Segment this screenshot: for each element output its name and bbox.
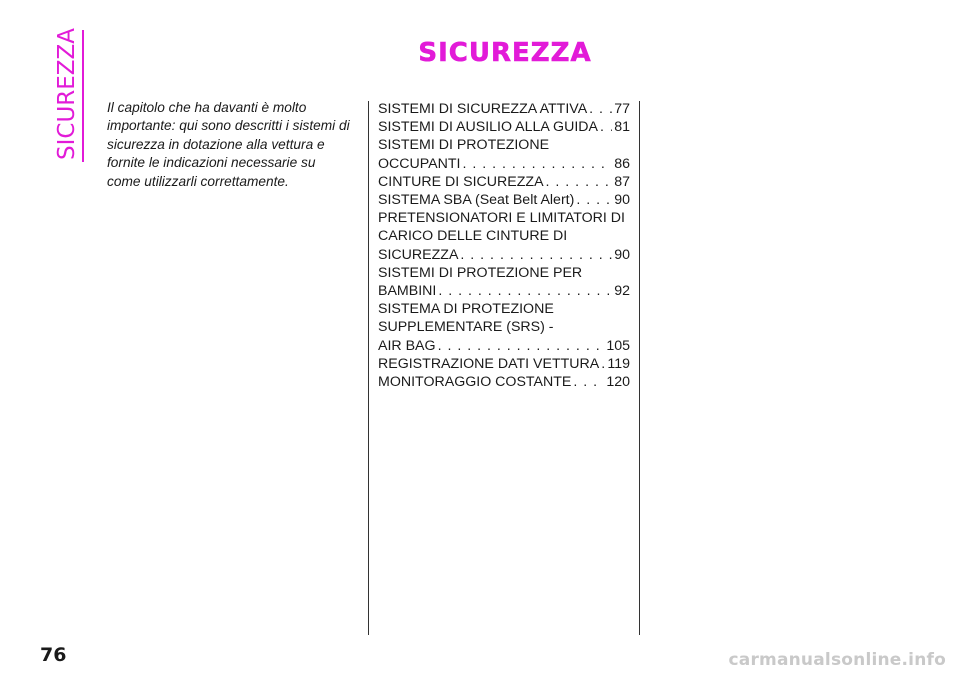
toc-entry-leader-row (378, 191, 630, 209)
toc-entry-leader-row (378, 100, 630, 118)
toc-dot-leader (587, 100, 612, 118)
section-tab-rule (82, 30, 84, 162)
toc-entry-title-line: SISTEMI DI PROTEZIONE (378, 137, 550, 154)
toc-entry-leader-row (378, 282, 630, 300)
toc-page-number: 119 (607, 355, 630, 372)
toc-entry[interactable] (378, 118, 630, 136)
toc-page-number: 86 (614, 155, 630, 172)
toc-dot-leader (544, 173, 613, 191)
table-of-contents (378, 100, 630, 391)
toc-entry-title: MONITORAGGIO COSTANTE (378, 374, 572, 391)
section-tab-label: SICUREZZA (54, 27, 80, 160)
toc-entry-leader-row (378, 155, 630, 173)
watermark: carmanualsonline.info (728, 650, 946, 670)
toc-entry-leader-row (378, 246, 630, 264)
toc-entry-leader-row (378, 355, 630, 373)
toc-entry-leader-row (378, 337, 630, 355)
toc-entry-title: AIR BAG (378, 337, 436, 354)
toc-entry-title-line: CARICO DELLE CINTURE DI (378, 228, 568, 245)
column-divider-left (368, 101, 369, 635)
toc-entry-leader-row (378, 173, 630, 191)
toc-entry-title-line: PRETENSIONATORI E LIMITATORI DI (378, 210, 625, 227)
toc-page-number: 81 (614, 119, 630, 136)
toc-entry-title: SISTEMI DI SICUREZZA ATTIVA (378, 101, 588, 117)
toc-entry-leader-row (378, 373, 630, 391)
toc-entry[interactable] (378, 136, 630, 172)
toc-entry-title-line: SISTEMA DI PROTEZIONE (378, 301, 554, 318)
toc-page-number: 90 (614, 192, 630, 209)
toc-dot-leader (436, 282, 612, 300)
toc-entry-title: REGISTRAZIONE DATI VETTURA (378, 355, 600, 372)
toc-entry-title-line: SISTEMI DI PROTEZIONE PER (378, 264, 583, 281)
toc-entry[interactable] (378, 191, 630, 209)
toc-entry-title: SICUREZZA (378, 246, 459, 263)
intro-paragraph: Il capitolo che ha davanti è molto importante: qui sono descritti i sistemi di sicurezza in dotazione alla vettura e fornite le indicazioni necessarie su come utilizzarli correttamente. (107, 100, 350, 189)
toc-entry[interactable] (378, 209, 630, 264)
toc-entry[interactable] (378, 300, 630, 355)
toc-entry[interactable] (378, 100, 630, 118)
toc-entry[interactable] (378, 173, 630, 191)
toc-entry-title: CINTURE DI SICUREZZA (378, 173, 544, 190)
toc-entry[interactable] (378, 355, 630, 373)
toc-page-number: 87 (614, 173, 630, 190)
toc-page-number: 105 (606, 337, 630, 354)
toc-page-number: 77 (614, 101, 630, 117)
toc-page-number: 120 (606, 374, 630, 391)
toc-entry-title: OCCUPANTI (378, 155, 461, 172)
toc-dot-leader (458, 246, 612, 264)
page-number: 76 (40, 644, 67, 666)
toc-entry[interactable] (378, 264, 630, 300)
toc-entry-title-line: SUPPLEMENTARE (SRS) - (378, 319, 554, 336)
chapter-title: SICUREZZA (418, 38, 592, 68)
toc-entry-title: SISTEMA SBA (Seat Belt Alert) (378, 192, 575, 209)
toc-entry-title: SISTEMI DI AUSILIO ALLA GUIDA (378, 119, 598, 136)
toc-dot-leader (598, 118, 612, 136)
toc-page-number: 90 (614, 246, 630, 263)
toc-dot-leader (571, 373, 604, 391)
toc-entry-title: BAMBINI (378, 283, 437, 300)
section-tab (52, 27, 86, 160)
column-divider-right (639, 101, 640, 635)
toc-entry[interactable] (378, 373, 630, 391)
toc-dot-leader (461, 155, 613, 173)
toc-page-number: 92 (614, 283, 630, 300)
toc-dot-leader (574, 191, 612, 209)
toc-dot-leader (436, 337, 605, 355)
toc-entry-leader-row (378, 118, 630, 136)
